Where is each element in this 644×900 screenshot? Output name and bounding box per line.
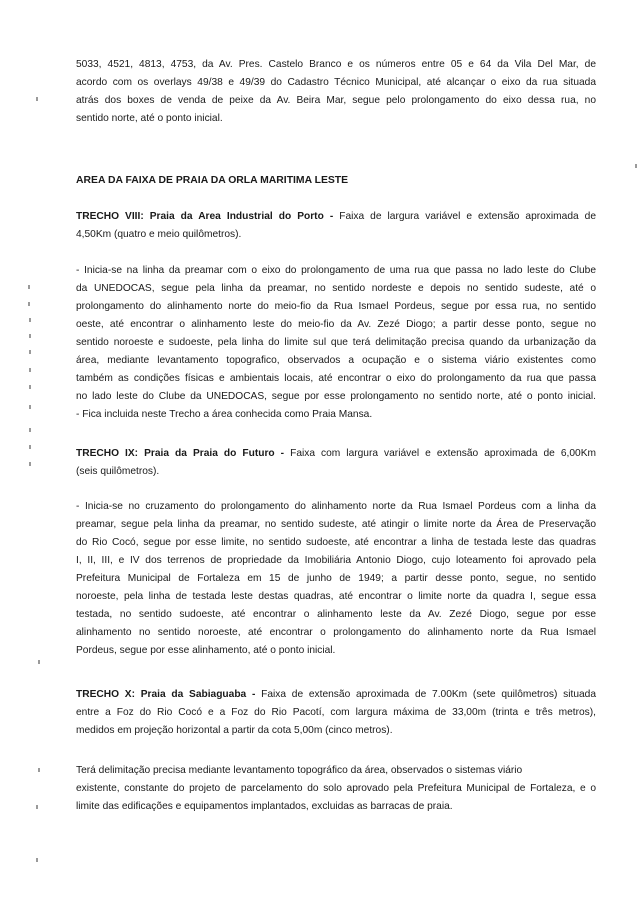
section-heading: AREA DA FAIXA DE PRAIA DA ORLA MARITIMA LESTE (76, 175, 349, 186)
scan-mark (29, 334, 31, 338)
trecho-viii-header (76, 208, 596, 244)
scan-mark (29, 445, 31, 449)
scan-mark (29, 350, 31, 354)
text-line: prolongamento do alinhamento norte do meio-fio da Rua Ismael Pordeus, segue por essa rua, no sentido (76, 301, 596, 312)
trecho-ix-title: TRECHO IX: Praia da Praia do Futuro - (76, 448, 285, 459)
text-line: sentido noroeste e sudoeste, pela linha do limite sul que terá delimitação precisa quando da urbanização da (76, 337, 596, 348)
scan-mark (29, 385, 31, 389)
trecho-ix-header (76, 445, 596, 481)
text-line: I, II, III, e IV dos terrenos de propriedade da Imobiliária Antonio Diogo, cujo loteamento foi aprovado pela (76, 555, 596, 566)
scan-mark (29, 405, 31, 409)
text-line: noroeste, pela linha de testada leste destas quadras, até encontrar o limite norte da quadra I, segue essa (76, 591, 596, 602)
closing-paragraph (76, 762, 596, 816)
text-line: Pordeus, segue por esse alinhamento, até o ponto inicial. (76, 645, 336, 656)
scan-mark (36, 805, 38, 809)
trecho-viii-body (76, 262, 596, 424)
text-line: também as condições físicas e ambientais locais, até encontrar o eixo do prolongamento da rua que passa (76, 373, 596, 384)
text-line: preamar, segue pela linha da preamar, no sentido sudeste, até atingir o limite norte da Área de Preservação (76, 519, 596, 530)
text-line: existente, constante do projeto de parcelamento do solo aprovado pela Prefeitura Municipal de Fortaleza, e o (76, 783, 596, 794)
text-line: no lado leste do Clube da UNEDOCAS, segue por esse prolongamento no sentido norte, até o ponto inicial. (76, 391, 596, 402)
text-line: Prefeitura Municipal de Fortaleza em 15 de junho de 1949; a partir desse ponto, segue, no sentido (76, 573, 596, 584)
text-line: atrás dos boxes de venda de peixe da Av. Beira Mar, segue pelo prolongamento do eixo dessa rua, no (76, 95, 596, 106)
trecho-viii-title: TRECHO VIII: Praia da Area Industrial do Porto - (76, 211, 334, 222)
text-line (76, 208, 596, 226)
scan-mark (38, 768, 40, 772)
text-line: da UNEDOCAS, segue pela linha da preamar, no sentido nordeste e depois no sentido sudeste, até o (76, 283, 596, 294)
text-line: do Rio Cocó, segue por esse limite, no sentido sudoeste, até encontrar a linha de testada leste das quadras (76, 537, 596, 548)
text-line: sentido norte, até o ponto inicial. (76, 113, 223, 124)
text-line: - Fica incluida neste Trecho a área conhecida como Praia Mansa. (76, 409, 373, 420)
intro-paragraph (76, 56, 596, 128)
text-line: área, mediante levantamento topografico, observados a ocupação e o sistema viário existentes como (76, 355, 596, 366)
scan-mark (29, 462, 31, 466)
text-line: testada, no sentido sudoeste, até encontrar o alinhamento leste da Av. Zezé Diogo, segue por esse (76, 609, 596, 620)
trecho-ix-title-rest: Faixa com largura variável e extensão aproximada de 6,00Km (284, 448, 596, 459)
trecho-ix-body (76, 498, 596, 660)
trecho-x-paragraph (76, 686, 596, 740)
text-line: entre a Foz do Rio Cocó e a Foz do Rio Pacotí, com largura máxima de 33,00m (trinta e três metros), (76, 707, 596, 718)
text-line: alinhamento no sentido noroeste, até encontrar o prolongamento do alinhamento norte da Rua Ismael (76, 627, 596, 638)
text-line (76, 445, 596, 463)
scan-mark (28, 302, 30, 306)
text-line: limite das edificações e equipamentos implantados, excluidas as barracas de praia. (76, 801, 453, 812)
text-line: (seis quilômetros). (76, 466, 160, 477)
scan-mark (29, 428, 31, 432)
text-line: oeste, até encontrar o alinhamento leste do meio-fio da Av. Zezé Diogo; a partir desse ponto, segue no (76, 319, 596, 330)
text-line: 5033, 4521, 4813, 4753, da Av. Pres. Castelo Branco e os números entre 05 e 64 da Vila Del Mar, de (76, 59, 596, 70)
scan-mark (29, 368, 31, 372)
scan-mark (38, 660, 40, 664)
text-line: medidos em projeção horizontal a partir da cota 5,00m (cinco metros). (76, 725, 393, 736)
text-line (76, 686, 596, 704)
scan-mark (635, 164, 637, 168)
trecho-x-title-rest: Faixa de extensão aproximada de 7.00Km (sete quilômetros) situada (255, 689, 596, 700)
scan-mark (36, 858, 38, 862)
text-line: acordo com os overlays 49/38 e 49/39 do Cadastro Técnico Municipal, até alcançar o eixo da rua situada (76, 77, 596, 88)
text-line: - Inicia-se no cruzamento do prolongamento do alinhamento norte da Rua Ismael Pordeus com a linha da (76, 501, 596, 512)
scan-mark (36, 97, 38, 101)
text-line: - Inicia-se na linha da preamar com o eixo do prolongamento de uma rua que passa no lado leste do Clube (76, 265, 596, 276)
trecho-x-title: TRECHO X: Praia da Sabiaguaba - (76, 689, 256, 700)
scan-mark (29, 318, 31, 322)
text-line: Terá delimitação precisa mediante levantamento topográfico da área, observados o sistemas viário (76, 765, 523, 776)
trecho-viii-title-rest: Faixa de largura variável e extensão aproximada de (333, 211, 596, 222)
scan-mark (28, 285, 30, 289)
text-line: 4,50Km (quatro e meio quilômetros). (76, 229, 242, 240)
